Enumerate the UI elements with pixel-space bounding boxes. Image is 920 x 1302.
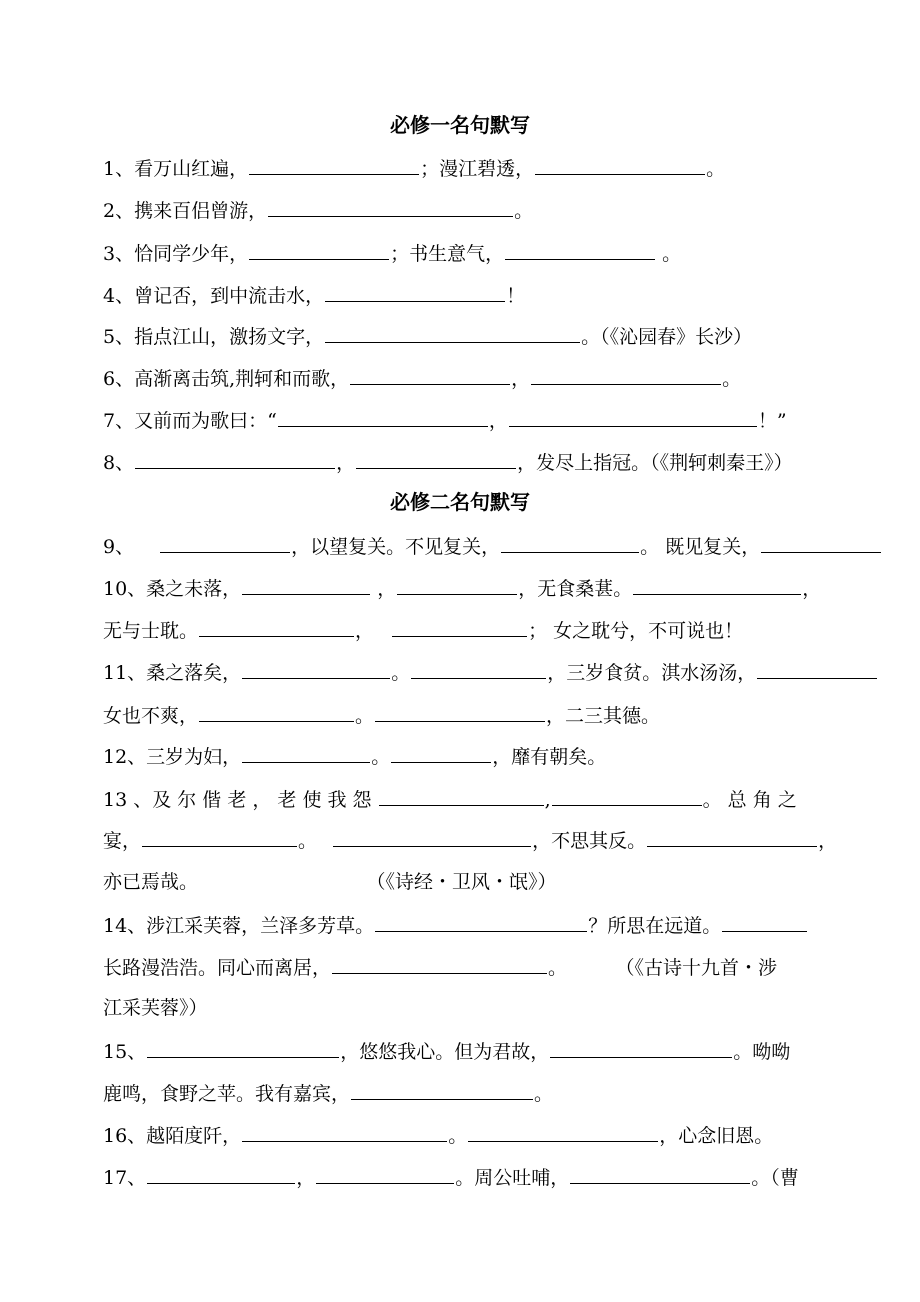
question-text: ，	[818, 830, 838, 852]
answer-blank[interactable]	[268, 196, 513, 217]
question-14	[103, 911, 808, 939]
answer-blank[interactable]	[375, 911, 587, 932]
answer-blank[interactable]	[242, 1121, 447, 1142]
answer-blank[interactable]	[147, 1163, 295, 1184]
answer-blank[interactable]	[531, 364, 721, 385]
question-9	[103, 532, 882, 560]
answer-blank[interactable]	[535, 154, 705, 175]
section-title-compulsory-1: 必修一名句默写	[390, 113, 530, 137]
question-text: ，心念旧恩。	[659, 1125, 774, 1147]
answer-blank[interactable]	[633, 574, 801, 595]
question-text: 1、看万山红遍，	[103, 158, 249, 180]
question-text: ，靡有朝矣。	[492, 746, 607, 768]
question-15	[103, 1037, 790, 1065]
question-text: 13 、及 尔 偕 老 ， 老 使 我 怨	[103, 789, 378, 811]
question-11	[103, 658, 878, 686]
source-citation: 江采芙蓉》）	[103, 997, 208, 1019]
question-4	[103, 281, 525, 309]
question-text: 16、越陌度阡，	[103, 1125, 242, 1147]
answer-blank[interactable]	[147, 1037, 339, 1058]
question-text: 。呦呦	[733, 1041, 791, 1063]
question-text: ，三岁食贫。淇水汤汤，	[547, 662, 757, 684]
question-text: 。（《沁园春》长沙）	[581, 326, 753, 348]
section-title-compulsory-2: 必修二名句默写	[390, 490, 530, 514]
answer-blank[interactable]	[325, 322, 580, 343]
answer-blank[interactable]	[397, 574, 517, 595]
question-text: 11、桑之落矣，	[103, 662, 242, 684]
answer-blank[interactable]	[647, 826, 817, 847]
question-text: 8、	[103, 452, 135, 474]
answer-blank[interactable]	[411, 658, 546, 679]
answer-blank[interactable]	[242, 574, 370, 595]
question-text: 。 既见复关，	[640, 536, 761, 558]
question-text: 。（曹	[751, 1167, 799, 1189]
question-text: ，	[488, 410, 508, 432]
answer-blank[interactable]	[761, 532, 881, 553]
answer-blank[interactable]	[501, 532, 639, 553]
question-text: 。	[355, 705, 375, 727]
answer-blank[interactable]	[350, 364, 510, 385]
question-text: 17、	[103, 1167, 147, 1189]
question-text: 3、恰同学少年，	[103, 243, 249, 265]
answer-blank[interactable]	[242, 658, 390, 679]
question-text: 5、指点江山，激扬文字，	[103, 326, 325, 348]
question-text: ，	[336, 452, 356, 474]
question-text: 鹿鸣，食野之苹。我有嘉宾，	[103, 1083, 351, 1105]
question-text: 女也不爽，	[103, 705, 199, 727]
question-14-source	[103, 995, 208, 1021]
question-3	[103, 239, 681, 267]
question-text: 亦已焉哉。	[103, 871, 199, 893]
question-text: ，悠悠我心。但为君故，	[340, 1041, 550, 1063]
source-citation: （《诗经・卫风・氓》）	[376, 871, 557, 893]
question-text: ，以望复关。不见复关，	[291, 536, 501, 558]
question-15-continued	[103, 1079, 553, 1107]
answer-blank[interactable]	[570, 1163, 750, 1184]
question-text: 无与士耽。	[103, 620, 199, 642]
question-text: 15、	[103, 1041, 147, 1063]
question-text: ,	[544, 789, 551, 811]
answer-blank[interactable]	[278, 406, 488, 427]
question-11-continued	[103, 701, 660, 729]
question-text: 6、高渐离击筑,荆轲和而歌，	[103, 368, 350, 390]
answer-blank[interactable]	[392, 616, 527, 637]
question-text: 9、	[103, 536, 141, 558]
question-16	[103, 1121, 773, 1149]
question-13-continued	[103, 826, 837, 854]
question-text: 。	[371, 746, 391, 768]
answer-blank[interactable]	[550, 1037, 732, 1058]
question-text: 宴，	[103, 830, 142, 852]
question-12	[103, 742, 606, 770]
question-text: ； 女之耽兮，不可说也！	[528, 620, 744, 642]
question-text: ，不思其反。	[532, 830, 647, 852]
answer-blank[interactable]	[552, 785, 702, 806]
question-13-source	[103, 869, 557, 895]
question-6	[103, 364, 741, 392]
question-text: 12、三岁为妇，	[103, 746, 242, 768]
question-text: 。	[448, 1125, 468, 1147]
answer-blank[interactable]	[325, 281, 505, 302]
question-17	[103, 1163, 799, 1191]
question-1	[103, 154, 725, 182]
answer-blank[interactable]	[142, 826, 297, 847]
question-13	[103, 785, 797, 813]
answer-blank[interactable]	[332, 953, 547, 974]
question-text: ！	[506, 285, 526, 307]
question-text: 。	[706, 158, 726, 180]
question-10	[103, 574, 821, 602]
question-7	[103, 406, 787, 434]
answer-blank[interactable]	[505, 239, 655, 260]
answer-blank[interactable]	[509, 406, 757, 427]
answer-blank[interactable]	[242, 742, 370, 763]
answer-blank[interactable]	[249, 239, 389, 260]
question-text: ，	[371, 578, 397, 600]
question-text: 。	[534, 1083, 554, 1105]
question-text: ？所思在远道。	[588, 915, 722, 937]
answer-blank[interactable]	[351, 1079, 533, 1100]
answer-blank[interactable]	[249, 154, 419, 175]
answer-blank[interactable]	[199, 701, 354, 722]
question-text: ；漫江碧透，	[420, 158, 535, 180]
question-text: 。	[722, 368, 742, 390]
answer-blank[interactable]	[333, 826, 531, 847]
question-text: 长路漫浩浩。同心而离居，	[103, 957, 332, 979]
question-text: ，	[296, 1167, 316, 1189]
answer-blank[interactable]	[468, 1121, 658, 1142]
question-8	[103, 448, 793, 476]
answer-blank[interactable]	[757, 658, 877, 679]
question-text: 2、携来百侣曾游，	[103, 200, 268, 222]
answer-blank[interactable]	[379, 785, 544, 806]
question-text: 。 总 角 之	[702, 789, 797, 811]
question-text: 。周公吐哺，	[455, 1167, 570, 1189]
answer-blank[interactable]	[199, 616, 354, 637]
question-text: ，	[802, 578, 822, 600]
answer-blank[interactable]	[391, 742, 491, 763]
answer-blank[interactable]	[722, 911, 807, 932]
question-text: 4、曾记否，到中流击水，	[103, 285, 325, 307]
question-text: ，发尽上指冠。（《荆轲刺秦王》）	[517, 452, 793, 474]
answer-blank[interactable]	[135, 448, 335, 469]
question-text: ，二三其德。	[546, 705, 661, 727]
answer-blank[interactable]	[316, 1163, 454, 1184]
question-text: ，	[511, 368, 531, 390]
answer-blank[interactable]	[160, 532, 290, 553]
answer-blank[interactable]	[356, 448, 516, 469]
answer-blank[interactable]	[375, 701, 545, 722]
question-text: 10、桑之未落，	[103, 578, 242, 600]
question-text: ；书生意气，	[390, 243, 505, 265]
question-text: 14、涉江采芙蓉，兰泽多芳草。	[103, 915, 375, 937]
question-text: 。	[514, 200, 534, 222]
question-text: ！”	[757, 410, 787, 432]
question-text: 。	[548, 957, 568, 979]
question-10-continued	[103, 616, 743, 644]
question-text: 。	[656, 243, 682, 265]
question-text: 。	[391, 662, 411, 684]
question-text: ，	[355, 620, 381, 642]
source-citation: （《古诗十九首・涉	[625, 957, 778, 979]
question-14-continued	[103, 953, 777, 981]
question-text: 。	[298, 830, 324, 852]
question-text: ，无食桑葚。	[518, 578, 633, 600]
question-5	[103, 322, 752, 350]
question-2	[103, 196, 533, 224]
question-text: 7、又前而为歌曰：“	[103, 410, 277, 432]
